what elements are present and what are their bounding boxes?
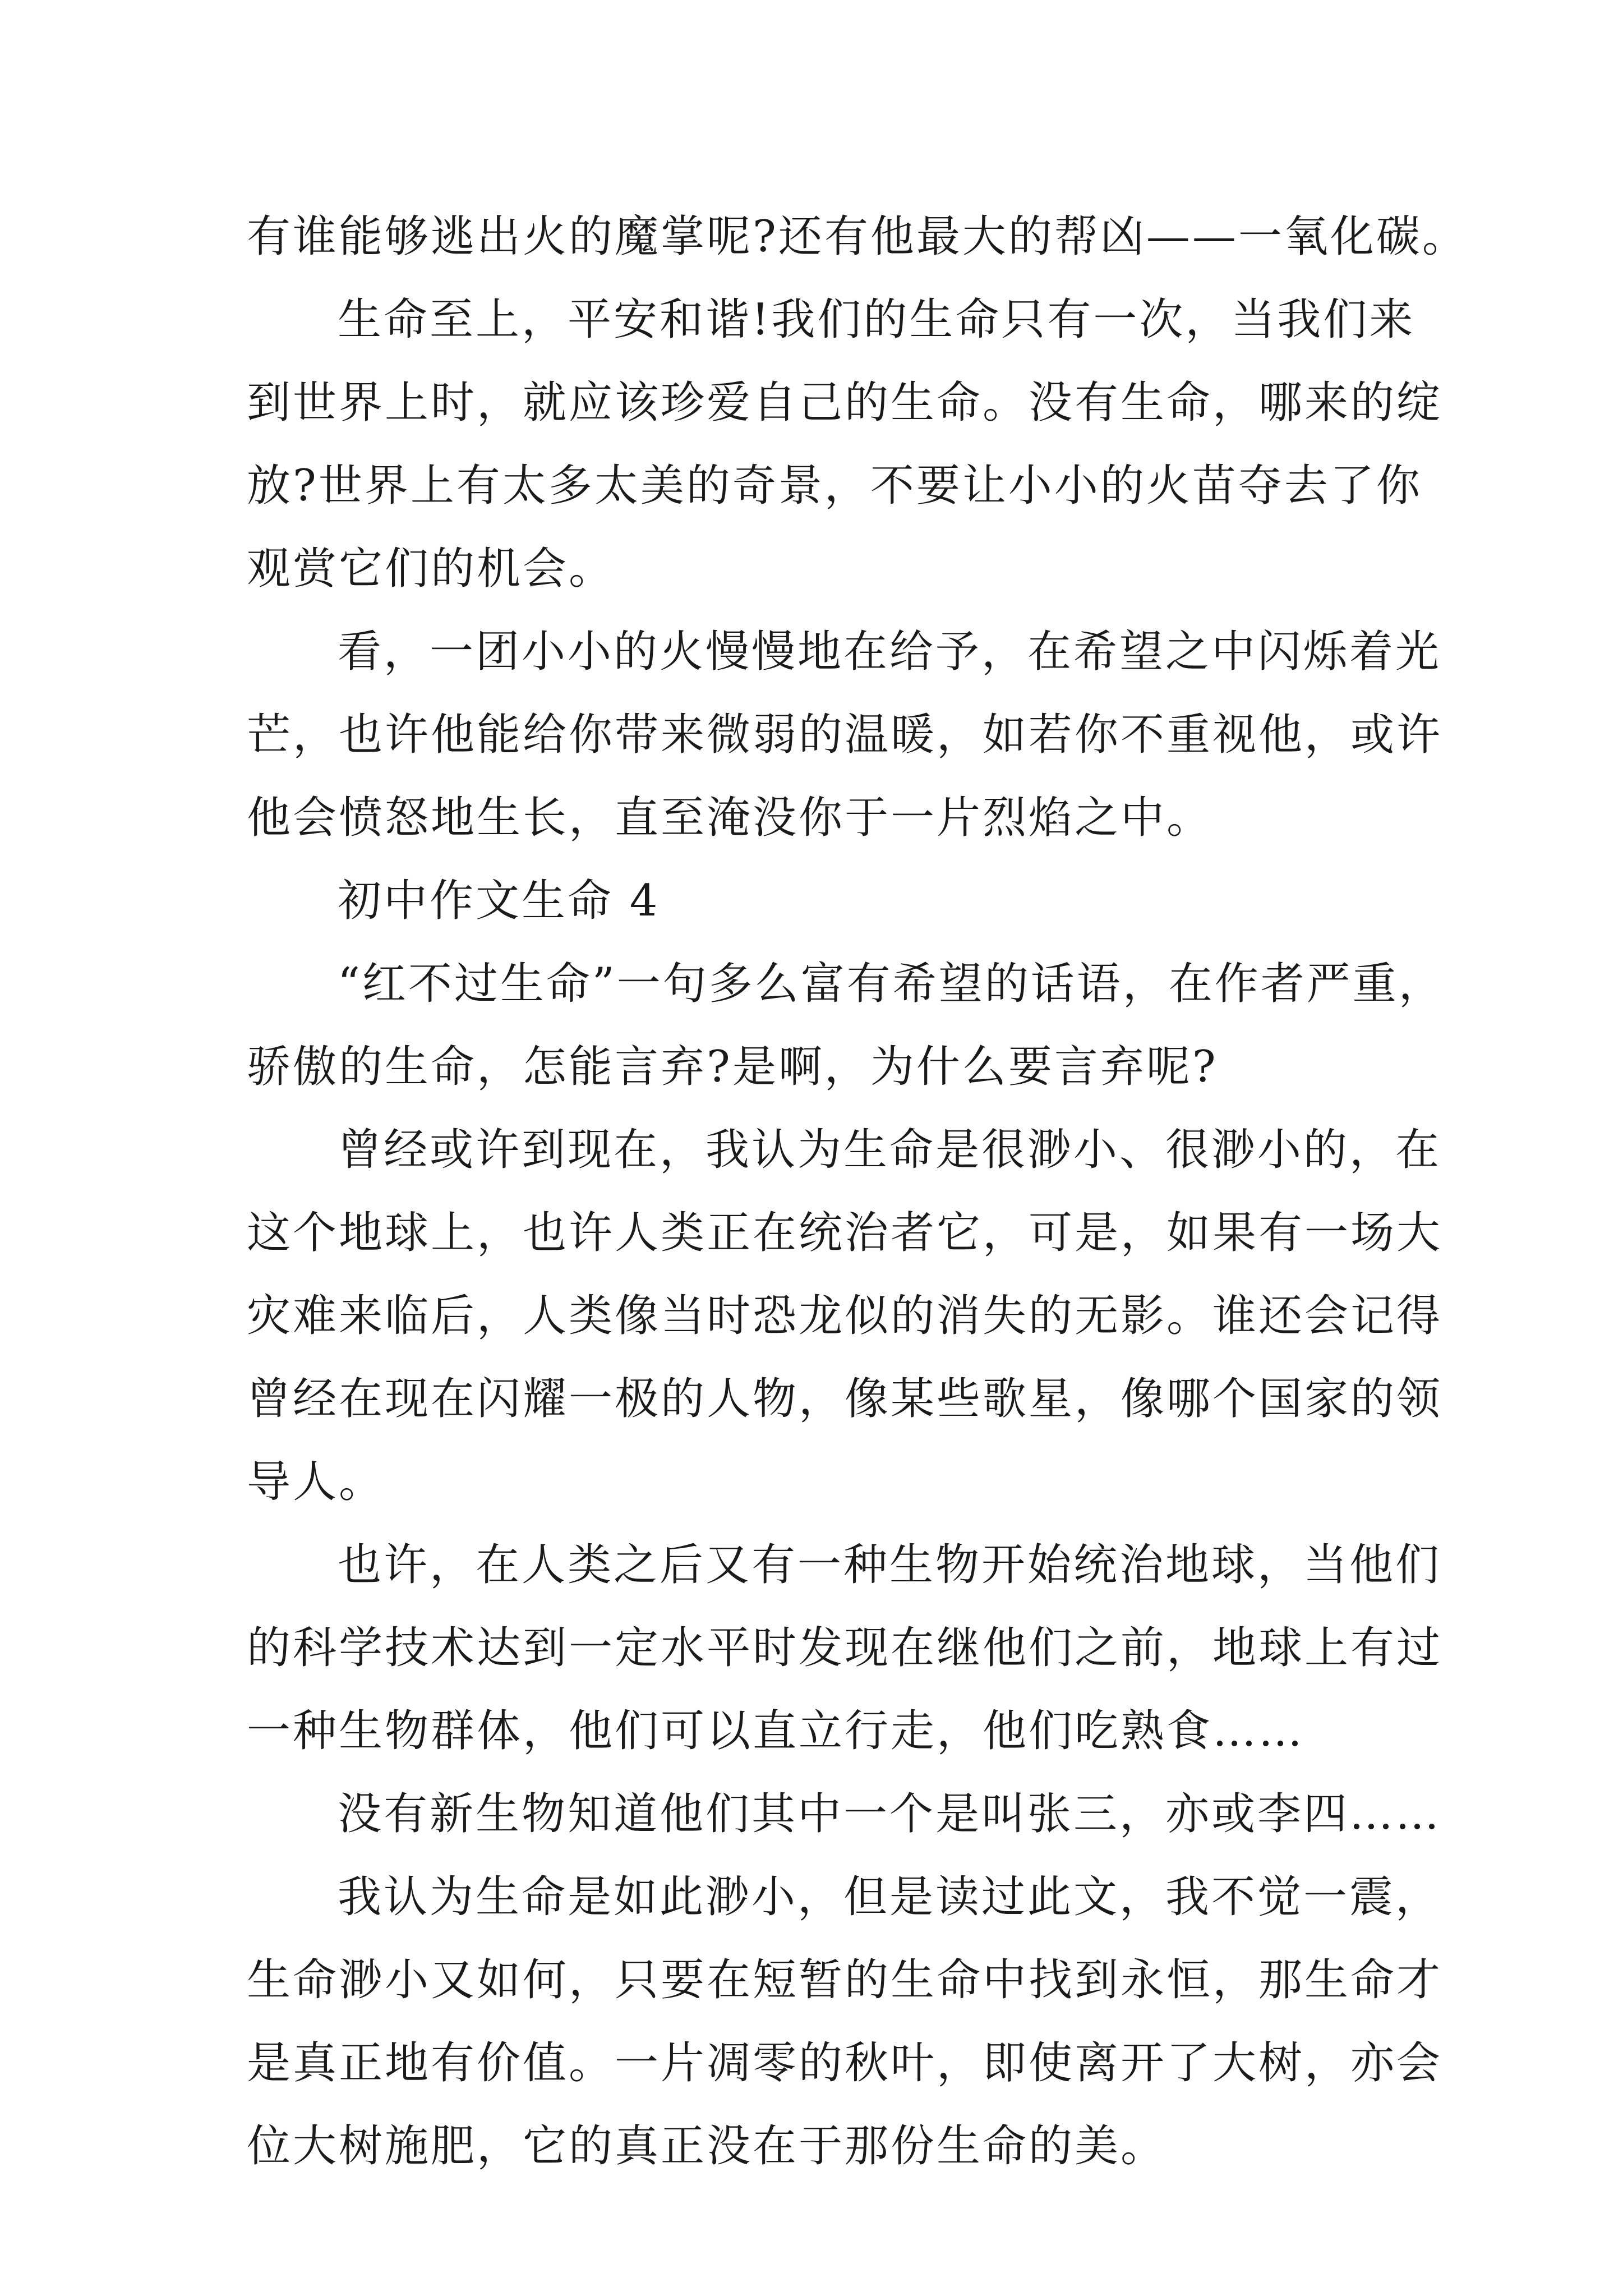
text-line: 芒，也许他能给你带来微弱的温暖，如若你不重视他，或许 [247,710,1443,760]
text-line: 看，一团小小的火慢慢地在给予，在希望之中闪烁着光 [338,627,1442,677]
text-line: “红不过生命”一句多么富有希望的话语，在作者严重， [338,959,1445,1009]
text-line: 是真正地有价值。一片凋零的秋叶，即使离开了大树，亦会 [247,2038,1443,2088]
text-line: 骄傲的生命，怎能言弃?是啊，为什么要言弃呢? [247,1042,1218,1092]
text-line: 初中作文生命 4 [338,876,660,926]
text-line: 有谁能够逃出火的魔掌呢?还有他最大的帮凶——一氧化碳。 [247,211,1468,262]
text-line: 生命渺小又如何，只要在短暂的生命中找到永恒，那生命才 [247,1955,1443,2005]
text-line: 他会愤怒地生长，直至淹没你于一片烈焰之中。 [247,793,1213,843]
text-line: 生命至上，平安和谐!我们的生命只有一次，当我们来 [338,295,1415,345]
text-line: 位大树施肥，它的真正没在于那份生命的美。 [247,2121,1167,2171]
text-line: 我认为生命是如此渺小，但是读过此文，我不觉一震， [338,1872,1442,1922]
text-line: 的科学技术达到一定水平时发现在继他们之前，地球上有过 [247,1623,1443,1673]
text-line: 也许，在人类之后又有一种生物开始统治地球，当他们 [338,1540,1442,1590]
text-line: 没有新生物知道他们其中一个是叫张三，亦或李四…… [338,1789,1442,1839]
text-line: 这个地球上，也许人类正在统治者它，可是，如果有一场大 [247,1208,1443,1258]
text-line: 灾难来临后，人类像当时恐龙似的消失的无影。谁还会记得 [247,1291,1443,1341]
text-line: 放?世界上有太多太美的奇景，不要让小小的火苗夺去了你 [247,461,1422,511]
text-line: 曾经或许到现在，我认为生命是很渺小、很渺小的，在 [338,1125,1442,1175]
text-line: 一种生物群体，他们可以直立行走，他们吃熟食…… [247,1706,1305,1756]
text-line: 观赏它们的机会。 [247,544,615,594]
text-line: 到世界上时，就应该珍爱自己的生命。没有生命，哪来的绽 [247,378,1443,428]
text-line: 曾经在现在闪耀一极的人物，像某些歌星，像哪个国家的领 [247,1374,1443,1424]
text-line: 导人。 [247,1457,385,1507]
